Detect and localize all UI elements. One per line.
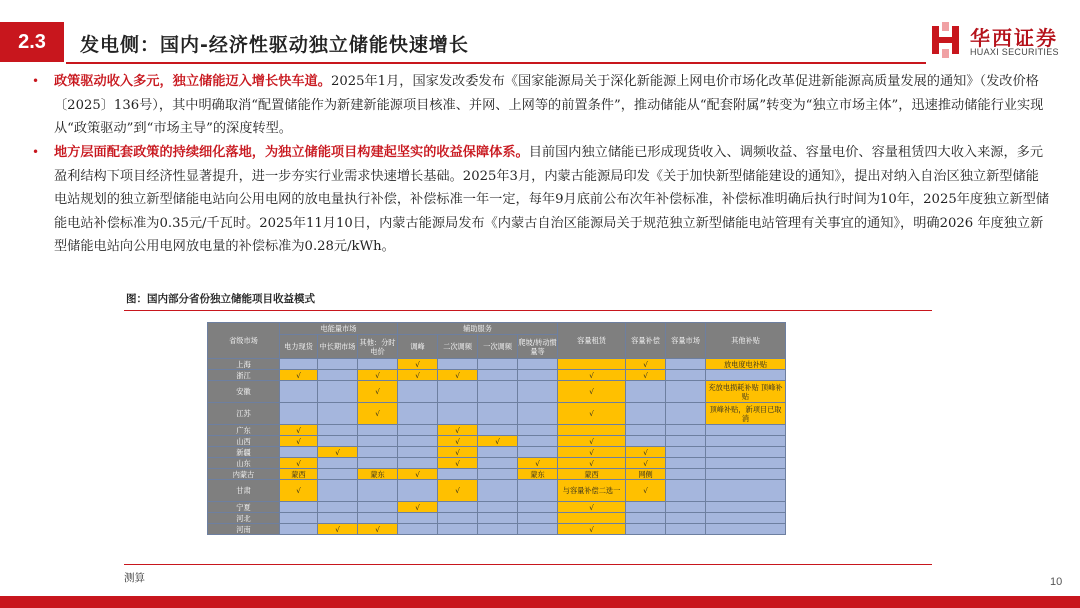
table-header-col: 中长期市场 — [318, 335, 358, 359]
table-cell — [398, 436, 438, 447]
table-cell: √ — [626, 447, 666, 458]
table-cell — [280, 513, 318, 524]
paragraph-local-policy — [32, 141, 1052, 259]
table-cell — [518, 524, 558, 535]
table-cell — [706, 370, 786, 381]
table-cell — [666, 513, 706, 524]
table-cell: 蒙东 — [518, 469, 558, 480]
table-cell — [666, 370, 706, 381]
table-header-province: 省级市场 — [208, 323, 280, 359]
table-cell — [558, 425, 626, 436]
figure-top-rule — [124, 310, 932, 311]
table-header-energy-market: 电能量市场 — [280, 323, 398, 335]
province-cell: 河南 — [208, 524, 280, 535]
table-cell: √ — [280, 436, 318, 447]
table-cell — [478, 447, 518, 458]
province-cell: 安徽 — [208, 381, 280, 403]
table-cell — [478, 370, 518, 381]
table-cell: √ — [558, 381, 626, 403]
table-cell — [666, 381, 706, 403]
province-cell: 河北 — [208, 513, 280, 524]
table-cell — [358, 513, 398, 524]
table-cell: √ — [398, 359, 438, 370]
table-cell — [318, 502, 358, 513]
table-cell: √ — [558, 458, 626, 469]
table-cell: √ — [318, 447, 358, 458]
table-row — [208, 502, 786, 513]
table-cell: √ — [358, 370, 398, 381]
huaxi-logo-icon — [930, 22, 962, 58]
table-cell: √ — [358, 524, 398, 535]
table-header-col: 容量补偿 — [626, 323, 666, 359]
table-cell — [626, 524, 666, 535]
table-cell: √ — [438, 447, 478, 458]
table-row — [208, 524, 786, 535]
table-cell — [666, 359, 706, 370]
table-cell: √ — [626, 480, 666, 502]
table-cell — [438, 524, 478, 535]
table-cell — [626, 381, 666, 403]
table-cell: √ — [358, 381, 398, 403]
table-row — [208, 381, 786, 403]
table-cell: √ — [626, 359, 666, 370]
table-cell — [706, 480, 786, 502]
table-cell — [438, 359, 478, 370]
table-cell: √ — [398, 370, 438, 381]
table-cell: √ — [398, 469, 438, 480]
table-cell: √ — [438, 458, 478, 469]
table-cell: √ — [558, 502, 626, 513]
table-cell — [518, 480, 558, 502]
table-cell — [398, 403, 438, 425]
table-cell — [666, 480, 706, 502]
bullet-icon: • — [32, 74, 40, 88]
table-cell — [666, 469, 706, 480]
table-cell — [438, 513, 478, 524]
table-cell — [626, 502, 666, 513]
province-cell: 甘肃 — [208, 480, 280, 502]
table-cell — [478, 469, 518, 480]
table-cell — [478, 403, 518, 425]
table-cell — [318, 425, 358, 436]
bullet-icon: • — [32, 145, 40, 159]
table-cell: √ — [438, 480, 478, 502]
table-header-col: 其他补贴 — [706, 323, 786, 359]
table-cell: 顶峰补贴，新项目已取消 — [706, 403, 786, 425]
table-cell — [358, 458, 398, 469]
table-cell — [558, 513, 626, 524]
table-row — [208, 480, 786, 502]
table-header-col: 二次调频 — [438, 335, 478, 359]
table-cell — [518, 381, 558, 403]
table-cell — [518, 425, 558, 436]
table-cell — [666, 403, 706, 425]
table-cell — [706, 447, 786, 458]
title-divider — [66, 62, 926, 64]
table-cell — [478, 480, 518, 502]
table-cell — [626, 425, 666, 436]
table-cell — [478, 513, 518, 524]
province-cell: 广东 — [208, 425, 280, 436]
table-cell — [280, 403, 318, 425]
province-cell: 上海 — [208, 359, 280, 370]
table-row — [208, 447, 786, 458]
table-row — [208, 359, 786, 370]
table-cell — [706, 524, 786, 535]
section-number: 2.3 — [0, 22, 64, 62]
figure-source: 测算 — [124, 572, 145, 584]
table-cell — [318, 513, 358, 524]
table-cell — [478, 502, 518, 513]
paragraph-policy — [32, 70, 1052, 141]
province-cell: 新疆 — [208, 447, 280, 458]
table-cell: √ — [280, 480, 318, 502]
table-cell — [318, 381, 358, 403]
table-header-aux-service: 辅助服务 — [398, 323, 558, 335]
paragraph-highlight: 地方层面配套政策的持续细化落地，为独立储能项目构建起坚实的收益保障体系。 — [54, 145, 529, 160]
table-cell — [438, 469, 478, 480]
table-cell: √ — [558, 447, 626, 458]
table-cell — [666, 447, 706, 458]
table-header-col: 容量市场 — [666, 323, 706, 359]
province-cell: 内蒙古 — [208, 469, 280, 480]
table-cell: √ — [558, 370, 626, 381]
table-cell — [280, 447, 318, 458]
table-cell — [478, 381, 518, 403]
table-cell: 放电度电补贴 — [706, 359, 786, 370]
province-cell: 江苏 — [208, 403, 280, 425]
table-cell: √ — [318, 524, 358, 535]
logo-english-name: HUAXI SECURITIES — [970, 47, 1059, 57]
table-cell — [518, 370, 558, 381]
table-row — [208, 436, 786, 447]
paragraph-text: 目前国内独立储能已形成现货收入、调频收益、容量电价、容量租赁四大收入来源，多元盈利结构下项目经济性显著提升，进一步夯实行业需求快速增长基础。2025年3月，内蒙古能源局印发《关于加快新型储能建设的通知》，提出对纳入自治区独立新型储能电站规划的独立新型储能电站向公用电网的放电量执行补偿，补偿标准一年一定，每年9月底前公布次年补偿标准，补偿标准明确后执行时间为10年，2025年度独立新型储能电站补偿标准为0.35元/千瓦时。2025年11月10日，内蒙古能源局发布《内蒙古自治区能源局关于规范独立新型储能电站管理有关事宜的通知》，明确2026 年度独立新型储能电站向公用电网放电量的补偿标准为0.28元/kWh。 — [54, 145, 1050, 254]
table-cell — [706, 425, 786, 436]
table-cell — [518, 436, 558, 447]
province-cell: 山西 — [208, 436, 280, 447]
table-cell: 蒙东 — [358, 469, 398, 480]
table-cell — [478, 359, 518, 370]
table-cell: √ — [626, 458, 666, 469]
table-row — [208, 403, 786, 425]
table-header-col: 容量租赁 — [558, 323, 626, 359]
table-cell: √ — [438, 370, 478, 381]
table-cell — [398, 381, 438, 403]
table-cell: 充放电损耗补贴 顶峰补贴 — [706, 381, 786, 403]
table-cell — [318, 436, 358, 447]
table-cell — [318, 469, 358, 480]
table-cell — [626, 403, 666, 425]
table-cell — [318, 370, 358, 381]
table-cell — [398, 425, 438, 436]
table-cell — [318, 403, 358, 425]
table-cell: √ — [558, 524, 626, 535]
table-cell — [518, 403, 558, 425]
table-cell — [666, 425, 706, 436]
table-cell — [280, 524, 318, 535]
table-cell: 与容量补偿二选一 — [558, 480, 626, 502]
table-cell — [358, 425, 398, 436]
table-cell: √ — [558, 436, 626, 447]
logo-chinese-name: 华西证券 — [970, 26, 1058, 50]
table-cell — [318, 480, 358, 502]
table-cell — [706, 436, 786, 447]
table-cell: √ — [280, 458, 318, 469]
table-cell: √ — [518, 458, 558, 469]
table-cell — [518, 447, 558, 458]
table-cell — [518, 513, 558, 524]
table-cell — [706, 469, 786, 480]
footer-bar — [0, 596, 1080, 608]
figure-bottom-rule — [124, 564, 932, 565]
page-title: 发电侧：国内-经济性驱动独立储能快速增长 — [80, 34, 469, 56]
table-cell — [518, 359, 558, 370]
table-cell — [398, 447, 438, 458]
table-cell: √ — [280, 425, 318, 436]
table-cell: 蒙西 — [280, 469, 318, 480]
table-cell — [438, 502, 478, 513]
table-cell — [626, 513, 666, 524]
table-cell — [518, 502, 558, 513]
company-logo — [930, 22, 1070, 62]
table-cell: √ — [438, 425, 478, 436]
table-cell: 蒙西 — [558, 469, 626, 480]
table-cell — [318, 458, 358, 469]
table-cell — [706, 513, 786, 524]
table-cell — [358, 447, 398, 458]
table-row — [208, 425, 786, 436]
table-cell — [358, 480, 398, 502]
province-cell: 山东 — [208, 458, 280, 469]
table-header-col: 调峰 — [398, 335, 438, 359]
table-cell — [666, 524, 706, 535]
page-number: 10 — [1050, 576, 1063, 588]
paragraph-highlight: 政策驱动收入多元，独立储能迈入增长快车道。 — [54, 74, 331, 89]
province-cell: 浙江 — [208, 370, 280, 381]
table-cell — [666, 458, 706, 469]
table-cell — [358, 436, 398, 447]
table-cell — [280, 359, 318, 370]
table-row — [208, 469, 786, 480]
table-cell — [318, 359, 358, 370]
table-cell — [398, 480, 438, 502]
table-header-col: 爬坡/转动惯量等 — [518, 335, 558, 359]
table-cell — [280, 502, 318, 513]
table-row — [208, 370, 786, 381]
table-cell: √ — [398, 502, 438, 513]
table-cell — [626, 436, 666, 447]
table-cell: √ — [438, 436, 478, 447]
table-cell — [438, 381, 478, 403]
table-cell — [558, 359, 626, 370]
table-cell — [398, 524, 438, 535]
table-header-col: 一次调频 — [478, 335, 518, 359]
table-cell — [706, 502, 786, 513]
table-cell — [666, 436, 706, 447]
table-cell — [478, 524, 518, 535]
table-cell — [706, 458, 786, 469]
table-cell: √ — [478, 436, 518, 447]
table-cell — [358, 502, 398, 513]
table-cell — [666, 502, 706, 513]
table-cell: 网侧 — [626, 469, 666, 480]
revenue-model-table — [207, 322, 786, 535]
paragraph-text: 2025年1月，国家发改委发布《国家能源局关于深化新能源上网电价市场化改革促进新能源高质量发展的通知》（发改价格〔2025〕136号），其中明确取消“配置储能作为新建新能源项目核准、并网、上网等的前置条件”，推动储能从“配套附属”转变为“独立市场主体”，迅速推动储能行业实现从“政策驱动”到“市场主导”的深度转型。 — [54, 74, 1044, 136]
table-header-col: 其他：分时电价 — [358, 335, 398, 359]
table-header-col: 电力现货 — [280, 335, 318, 359]
table-row — [208, 458, 786, 469]
table-cell — [438, 403, 478, 425]
province-cell: 宁夏 — [208, 502, 280, 513]
table-cell — [398, 513, 438, 524]
table-cell — [478, 425, 518, 436]
table-row — [208, 513, 786, 524]
table-cell — [478, 458, 518, 469]
table-cell: √ — [280, 370, 318, 381]
table-cell: √ — [358, 403, 398, 425]
table-cell: √ — [558, 403, 626, 425]
figure-caption: 图：国内部分省份独立储能项目收益模式 — [126, 293, 315, 305]
table-cell: √ — [626, 370, 666, 381]
table-cell — [398, 458, 438, 469]
table-cell — [280, 381, 318, 403]
table-cell — [358, 359, 398, 370]
